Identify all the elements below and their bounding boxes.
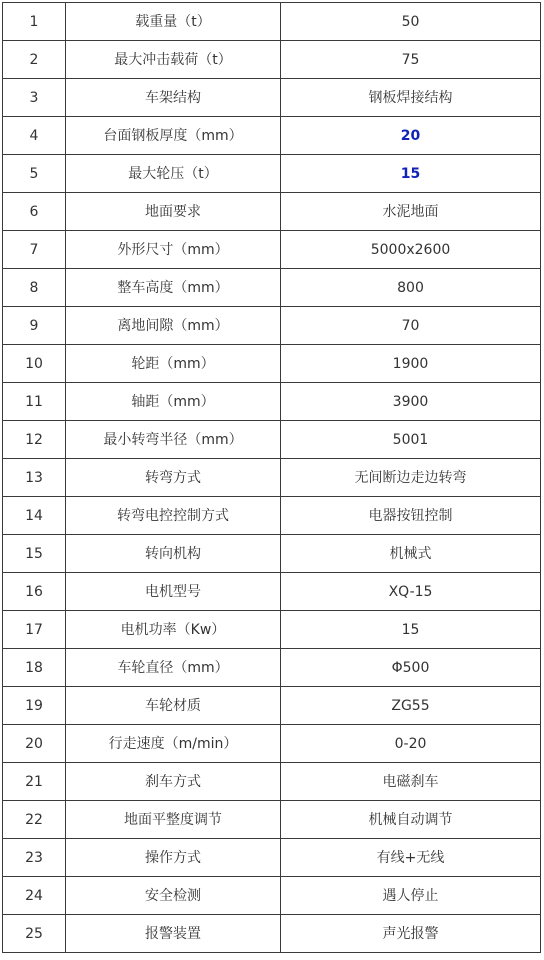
- row-number-cell: 13: [3, 459, 66, 497]
- table-row: [3, 459, 541, 497]
- spec-value-cell: 3900: [281, 383, 541, 421]
- spec-value-cell: 75: [281, 41, 541, 79]
- spec-value-cell: 15: [281, 155, 541, 193]
- table-row: [3, 725, 541, 763]
- row-number-cell: 16: [3, 573, 66, 611]
- table-row: [3, 839, 541, 877]
- row-number-cell: 12: [3, 421, 66, 459]
- spec-item-cell: 转弯电控控制方式: [66, 497, 281, 535]
- row-number-cell: 22: [3, 801, 66, 839]
- table-row: [3, 383, 541, 421]
- spec-value-cell: 5000x2600: [281, 231, 541, 269]
- row-number-cell: 10: [3, 345, 66, 383]
- table-row: [3, 573, 541, 611]
- spec-value-cell: XQ-15: [281, 573, 541, 611]
- spec-value-cell: Φ500: [281, 649, 541, 687]
- table-row: [3, 41, 541, 79]
- table-row: [3, 649, 541, 687]
- spec-value-cell: 机械自动调节: [281, 801, 541, 839]
- table-row: [3, 269, 541, 307]
- spec-value-cell: 50: [281, 3, 541, 41]
- spec-item-cell: 行走速度（m/min）: [66, 725, 281, 763]
- row-number-cell: 17: [3, 611, 66, 649]
- row-number-cell: 24: [3, 877, 66, 915]
- spec-item-cell: 最大轮压（t）: [66, 155, 281, 193]
- table-row: [3, 535, 541, 573]
- table-row: [3, 497, 541, 535]
- row-number-cell: 11: [3, 383, 66, 421]
- spec-value-cell: 声光报警: [281, 915, 541, 953]
- spec-value-cell: 800: [281, 269, 541, 307]
- row-number-cell: 4: [3, 117, 66, 155]
- spec-value-cell: 机械式: [281, 535, 541, 573]
- spec-item-cell: 安全检测: [66, 877, 281, 915]
- spec-value-cell: 70: [281, 307, 541, 345]
- spec-item-cell: 载重量（t）: [66, 3, 281, 41]
- table-row: [3, 231, 541, 269]
- spec-item-cell: 台面钢板厚度（mm）: [66, 117, 281, 155]
- row-number-cell: 21: [3, 763, 66, 801]
- spec-item-cell: 外形尺寸（mm）: [66, 231, 281, 269]
- spec-item-cell: 车架结构: [66, 79, 281, 117]
- spec-item-cell: 离地间隙（mm）: [66, 307, 281, 345]
- table-row: [3, 79, 541, 117]
- spec-item-cell: 刹车方式: [66, 763, 281, 801]
- spec-value-cell: 电器按钮控制: [281, 497, 541, 535]
- row-number-cell: 9: [3, 307, 66, 345]
- spec-item-cell: 报警装置: [66, 915, 281, 953]
- spec-item-cell: 整车高度（mm）: [66, 269, 281, 307]
- table-row: [3, 801, 541, 839]
- spec-item-cell: 轴距（mm）: [66, 383, 281, 421]
- row-number-cell: 6: [3, 193, 66, 231]
- spec-value-cell: 1900: [281, 345, 541, 383]
- spec-item-cell: 车轮直径（mm）: [66, 649, 281, 687]
- table-row: [3, 877, 541, 915]
- spec-value-cell: ZG55: [281, 687, 541, 725]
- spec-item-cell: 转弯方式: [66, 459, 281, 497]
- row-number-cell: 1: [3, 3, 66, 41]
- table-row: [3, 915, 541, 953]
- spec-value-cell: 0-20: [281, 725, 541, 763]
- spec-item-cell: 电机功率（Kw）: [66, 611, 281, 649]
- table-row: [3, 155, 541, 193]
- spec-item-cell: 电机型号: [66, 573, 281, 611]
- spec-value-cell: 15: [281, 611, 541, 649]
- table-row: [3, 117, 541, 155]
- table-row: [3, 611, 541, 649]
- row-number-cell: 2: [3, 41, 66, 79]
- table-row: [3, 3, 541, 41]
- row-number-cell: 8: [3, 269, 66, 307]
- row-number-cell: 25: [3, 915, 66, 953]
- spec-value-cell: 有线+无线: [281, 839, 541, 877]
- spec-table: [2, 2, 541, 953]
- table-row: [3, 307, 541, 345]
- row-number-cell: 23: [3, 839, 66, 877]
- table-row: [3, 763, 541, 801]
- spec-item-cell: 最大冲击载荷（t）: [66, 41, 281, 79]
- row-number-cell: 20: [3, 725, 66, 763]
- table-row: [3, 421, 541, 459]
- spec-item-cell: 地面要求: [66, 193, 281, 231]
- row-number-cell: 14: [3, 497, 66, 535]
- row-number-cell: 15: [3, 535, 66, 573]
- spec-value-cell: 无间断边走边转弯: [281, 459, 541, 497]
- spec-item-cell: 车轮材质: [66, 687, 281, 725]
- spec-value-cell: 水泥地面: [281, 193, 541, 231]
- row-number-cell: 7: [3, 231, 66, 269]
- spec-value-cell: 电磁刹车: [281, 763, 541, 801]
- spec-table-body: [3, 3, 541, 953]
- row-number-cell: 18: [3, 649, 66, 687]
- table-row: [3, 687, 541, 725]
- table-row: [3, 345, 541, 383]
- spec-item-cell: 转向机构: [66, 535, 281, 573]
- spec-value-cell: 钢板焊接结构: [281, 79, 541, 117]
- row-number-cell: 5: [3, 155, 66, 193]
- table-row: [3, 193, 541, 231]
- spec-item-cell: 轮距（mm）: [66, 345, 281, 383]
- spec-value-cell: 5001: [281, 421, 541, 459]
- spec-value-cell: 遇人停止: [281, 877, 541, 915]
- spec-item-cell: 操作方式: [66, 839, 281, 877]
- row-number-cell: 3: [3, 79, 66, 117]
- row-number-cell: 19: [3, 687, 66, 725]
- spec-item-cell: 地面平整度调节: [66, 801, 281, 839]
- spec-item-cell: 最小转弯半径（mm）: [66, 421, 281, 459]
- spec-value-cell: 20: [281, 117, 541, 155]
